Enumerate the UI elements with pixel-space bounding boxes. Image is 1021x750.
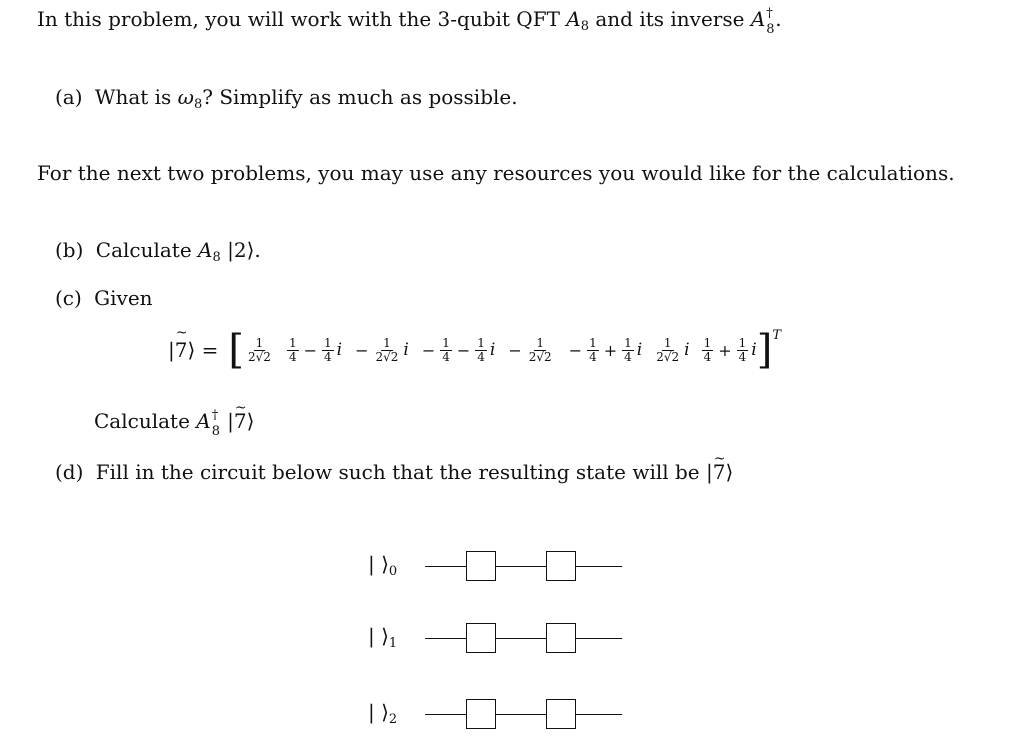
part-c-calc-text: Calculate xyxy=(94,409,197,433)
dagger-index: † 8 xyxy=(766,6,775,37)
part-a-text-a: What is xyxy=(94,85,178,109)
inverse-qft-symbol: A xyxy=(750,7,766,31)
intro-text-a: In this problem, you will work with the 3-qubit QFT xyxy=(37,7,567,31)
part-b-text: Calculate xyxy=(95,238,199,262)
vector-entry-3: − $\frac{1}{2√2}$ i xyxy=(355,335,409,364)
part-d xyxy=(55,459,733,485)
qubit-0-gate-1[interactable] xyxy=(466,551,496,581)
qubit-1-label: | $⟩_1$ xyxy=(368,624,398,651)
part-d-text: Fill in the circuit below such that the resulting state will be xyxy=(95,460,706,484)
vector-entry-4: − $\frac{1}{4}$ − $\frac{1}{4}$ i xyxy=(421,335,496,364)
part-b-label: (b) xyxy=(55,238,84,262)
ket-seven-tilde-d: |~ 7⟩ xyxy=(706,460,733,484)
qubit-1-gate-2[interactable] xyxy=(546,623,576,653)
qubit-2-gate-2[interactable] xyxy=(546,699,576,729)
qft-subscript-b: 8 xyxy=(212,250,221,265)
qubit-0-label: | $⟩_0$ xyxy=(368,552,398,579)
ket-two: |2⟩. xyxy=(227,238,261,262)
vector-entry-7: $\frac{1}{2√2}$ i xyxy=(656,335,690,364)
qubit-1-wire xyxy=(425,638,622,639)
state-vector-equation xyxy=(168,327,781,373)
qubit-2-label: | $⟩_2$ xyxy=(368,700,398,727)
inverse-qft-symbol-c: A xyxy=(196,409,211,433)
right-bracket: ] xyxy=(756,327,773,373)
part-c-label: (c) xyxy=(55,286,82,310)
qft-symbol-b: A xyxy=(198,238,213,262)
resources-note: For the next two problems, you may use any resources you would like for the calculations. xyxy=(37,161,955,185)
part-b xyxy=(55,237,261,271)
qubit-0-gate-2[interactable] xyxy=(546,551,576,581)
qft-symbol: A xyxy=(566,7,581,31)
intro-text-b: and its inverse xyxy=(589,7,751,31)
qubit-2-wire xyxy=(425,714,622,715)
part-c-given: Given xyxy=(94,286,153,310)
transpose-marker: T xyxy=(772,328,781,343)
vector-entry-5: − $\frac{1}{2√2}$ xyxy=(508,335,552,364)
qubit-0-wire xyxy=(425,566,622,567)
intro-statement xyxy=(37,6,782,40)
vector-entry-6: − $\frac{1}{4}$ + $\frac{1}{4}$ i xyxy=(568,335,643,364)
vector-entry-1: $\frac{1}{2√2}$ xyxy=(248,335,271,364)
dagger-index-c: † 8 xyxy=(211,408,220,439)
part-c xyxy=(55,285,153,311)
ket-lhs: |~ 7⟩ = xyxy=(168,338,218,362)
ket-seven-tilde-c: |~ 7⟩ xyxy=(227,409,254,433)
omega-subscript: 8 xyxy=(193,97,203,112)
intro-period: . xyxy=(775,7,782,31)
omega-symbol: ω xyxy=(177,85,194,109)
vector-entry-8: $\frac{1}{4}$ + $\frac{1}{4}$ i xyxy=(703,335,757,364)
part-a xyxy=(55,84,518,118)
part-a-text-b: ? Simplify as much as possible. xyxy=(202,85,518,109)
left-bracket: [ xyxy=(228,327,245,373)
part-c-calc xyxy=(94,408,255,439)
qubit-1-gate-1[interactable] xyxy=(466,623,496,653)
qubit-2-gate-1[interactable] xyxy=(466,699,496,729)
part-d-label: (d) xyxy=(55,460,84,484)
qft-subscript: 8 xyxy=(580,19,590,34)
vector-entry-2: $\frac{1}{4}$ − $\frac{1}{4}$ i xyxy=(288,335,343,364)
part-a-label: (a) xyxy=(55,85,83,109)
